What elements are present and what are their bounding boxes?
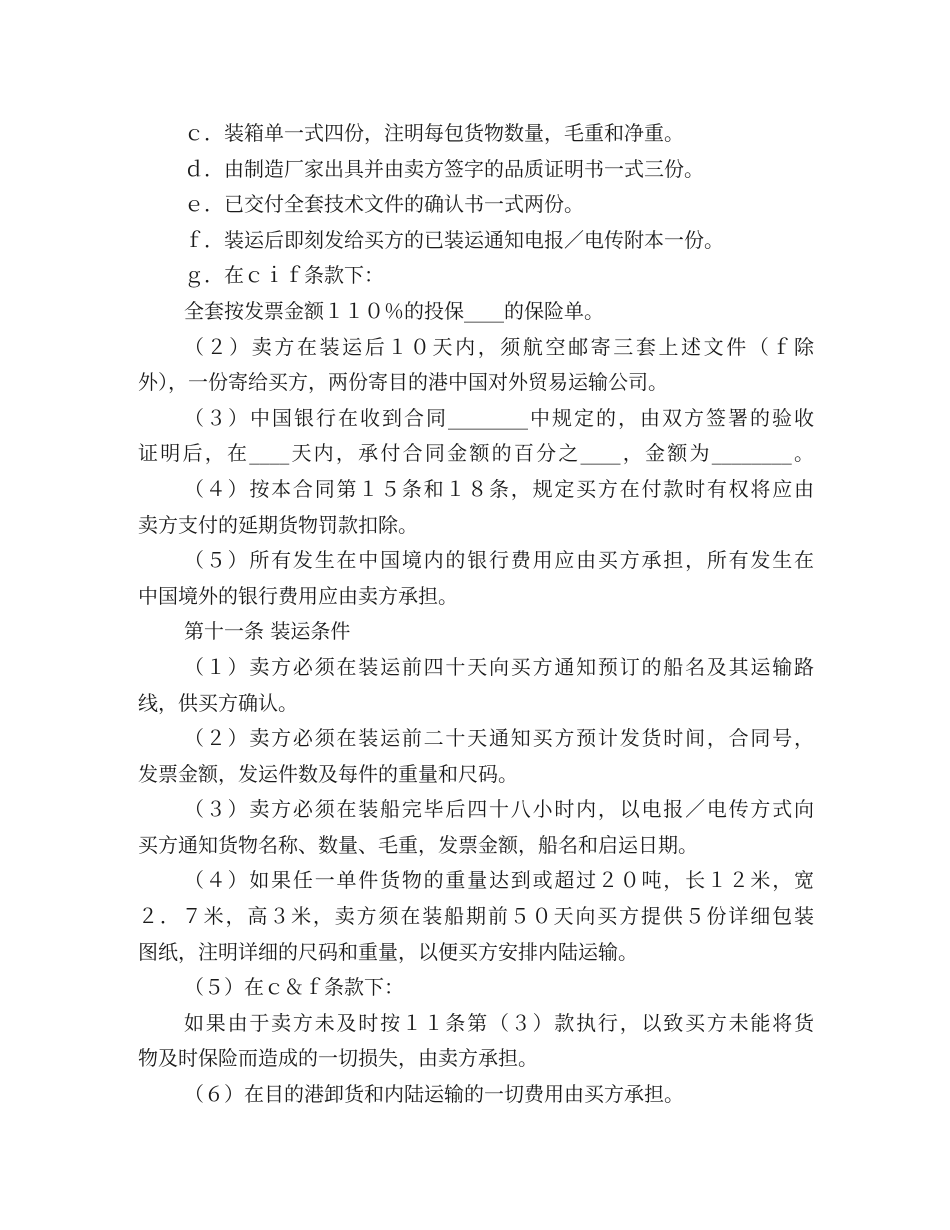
text-line: （４）按本合同第１５条和１８条，规定买方在付款时有权将应由 (184, 476, 814, 501)
text-line: ｄ．由制造厂家出具并由卖方签字的品质证明书一式三份。 (184, 156, 704, 181)
section-heading: 第十一条 装运条件 (184, 619, 351, 644)
text-line: ｅ．已交付全套技术文件的确认书一式两份。 (184, 192, 584, 217)
text-line: （３）卖方必须在装船完毕后四十八小时内，以电报／电传方式向 (184, 797, 814, 822)
text-line: 全套按发票金额１１０％的投保____的保险单。 (184, 298, 604, 323)
text-line: （５）在ｃ＆ｆ条款下： (184, 975, 404, 1000)
document-page (138, 116, 814, 1113)
text-line: （６）在目的港卸货和内陆运输的一切费用由买方承担。 (184, 1082, 684, 1107)
text-line: 卖方支付的延期货物罚款扣除。 (138, 512, 418, 537)
text-line: 图纸，注明详细的尺码和重量，以便买方安排内陆运输。 (138, 939, 638, 964)
text-line: ｃ．装箱单一式四份，注明每包货物数量，毛重和净重。 (184, 121, 684, 145)
text-line: 发票金额，发运件数及每件的重量和尺码。 (138, 761, 518, 786)
text-line: （１）卖方必须在装运前四十天向买方通知预订的船名及其运输路 (184, 654, 814, 679)
text-line: （４）如果任一单件货物的重量达到或超过２０吨，长１２米，宽 (184, 868, 814, 893)
text-line: 买方通知货物名称、数量、毛重，发票金额，船名和启运日期。 (138, 832, 698, 857)
text-line: 外），一份寄给买方，两份寄目的港中国对外贸易运输公司。 (138, 370, 668, 395)
text-line: 线，供买方确认。 (138, 690, 298, 715)
text-line: ｆ．装运后即刻发给买方的已装运通知电报／电传附本一份。 (184, 227, 724, 252)
text-line: （２）卖方必须在装运前二十天通知买方预计发货时间，合同号， (184, 726, 814, 751)
text-line: （５）所有发生在中国境内的银行费用应由买方承担，所有发生在 (184, 548, 814, 573)
text-line: ｇ．在ｃｉｆ条款下： (184, 263, 384, 288)
text-line: （３）中国银行在收到合同________中规定的，由双方签署的验收 (184, 405, 814, 430)
text-line: 如果由于卖方未及时按１１条第（３）款执行，以致买方未能将货 (184, 1010, 814, 1035)
text-line: ２．７米，高３米，卖方须在装船期前５０天向买方提供５份详细包装 (138, 904, 814, 929)
text-line: （２）卖方在装运后１０天内，须航空邮寄三套上述文件（ｆ除 (184, 334, 814, 359)
text-line: 物及时保险而造成的一切损失，由卖方承担。 (138, 1046, 538, 1071)
text-line: 中国境外的银行费用应由卖方承担。 (138, 583, 458, 608)
text-line: 证明后，在____天内，承付合同金额的百分之____，金额为________。 (138, 441, 814, 466)
